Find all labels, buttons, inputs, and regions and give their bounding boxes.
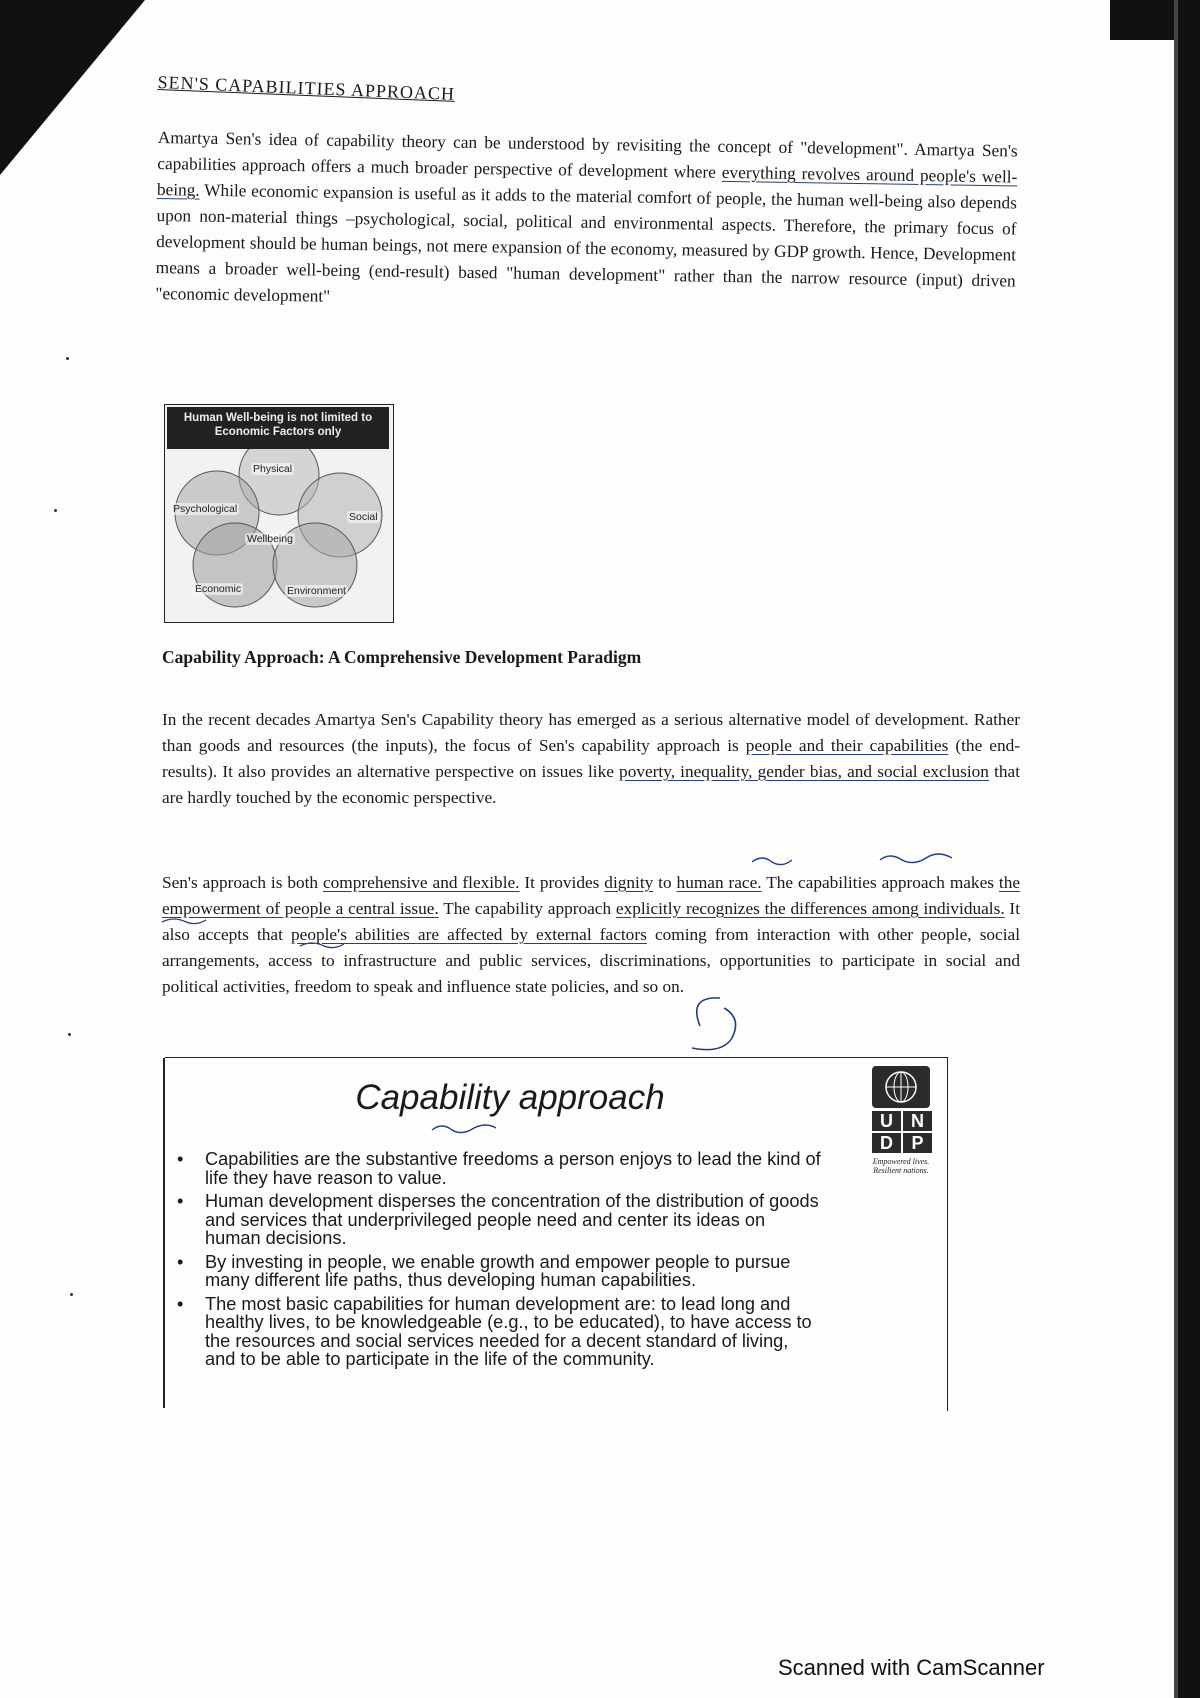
underlined-phrase: the empowerment of people a central issue. bbox=[162, 873, 1021, 918]
undp-logo bbox=[869, 1066, 933, 1175]
capability-bullet-list bbox=[173, 1150, 823, 1374]
label-social: Social bbox=[349, 511, 378, 523]
paragraph-approach-text: Sen's approach is both bbox=[162, 873, 323, 892]
paragraph-approach-text: It also accepts that bbox=[162, 899, 1020, 944]
label-wellbeing: Wellbeing bbox=[247, 533, 293, 545]
undp-tagline: Empowered lives. Resilient nations. bbox=[872, 1157, 930, 1175]
underlined-phrase: comprehensive and flexible. bbox=[323, 873, 520, 892]
underlined-phrase: dignity bbox=[604, 873, 654, 892]
bullet-text: Human development disperses the concentration of the distribution of goods and services that underprivileged people need and center its ideas on human decisions. bbox=[205, 1191, 819, 1248]
paragraph-approach-text: coming from interaction with other people, social arrangements, access to infrastructure and public services, discriminations, opportunities to participate in social and political activities, freedom to speak and influence state policies, and so on. bbox=[162, 925, 1020, 996]
underlined-phrase: everything revolves around people's well-being. bbox=[156, 162, 1018, 200]
label-environment: Environment bbox=[287, 585, 346, 597]
bullet-dot: • bbox=[177, 1149, 184, 1169]
paragraph-capability-text-b: (the end-results). It also provides an alternative perspective on issues like bbox=[162, 736, 1021, 781]
underlined-phrase: explicitly recognizes the differences among individuals. bbox=[615, 899, 1005, 918]
un-emblem-icon bbox=[872, 1066, 930, 1108]
paragraph-capability-text-c: that are hardly touched by the economic perspective. bbox=[162, 762, 1021, 807]
list-item bbox=[173, 1253, 823, 1290]
underlined-phrase: poverty, inequality, gender bias, and social exclusion bbox=[619, 762, 989, 781]
bullet-text: The most basic capabilities for human development are: to lead long and healthy lives, to be knowledgeable (e.g., to be educated), to have access to the resources and social services needed for a decent standard of living, and to be able to participate in the life of the community. bbox=[205, 1293, 812, 1369]
label-physical: Physical bbox=[253, 463, 293, 475]
underlined-phrase: human race. bbox=[676, 873, 762, 892]
underlined-phrase: people's abilities are affected by external factors bbox=[291, 925, 647, 944]
bullet-dot: • bbox=[177, 1251, 184, 1272]
bullet-dot: • bbox=[177, 1293, 184, 1314]
scan-speck bbox=[66, 357, 69, 360]
list-item bbox=[173, 1150, 823, 1187]
camscanner-watermark: Scanned with CamScanner bbox=[778, 1655, 1045, 1680]
paragraph-intro-text-a: Amartya Sen's idea of capability theory can be understood by revisiting the concept of "development". Amartya Sen's capabilities approach offers a much broader perspective of development where bbox=[157, 127, 1018, 182]
paragraph-intro-text-b: While economic expansion is useful as it adds to the material comfort of people, the human well-being also depends upon non-material things –psychological, social, political and environmental aspects. Therefore, the primary focus of development should be human beings, not mere expansion of the economy, measured by GDP growth. Hence, Development means a broader well-being (end-result) based "human development" rather than the narrow resource (input) driven "economic development" bbox=[155, 180, 1018, 306]
undp-letter: P bbox=[903, 1133, 932, 1153]
undp-letter: U bbox=[872, 1111, 901, 1131]
section-subheading: Capability Approach: A Comprehensive Development Paradigm bbox=[162, 647, 642, 667]
globe-icon bbox=[882, 1069, 920, 1105]
list-item bbox=[173, 1295, 823, 1369]
underlined-phrase: people and their capabilities bbox=[745, 736, 949, 755]
paragraph-approach-text: It provides bbox=[519, 873, 605, 892]
paragraph-approach-text: to bbox=[653, 873, 677, 892]
undp-letter-grid bbox=[872, 1111, 933, 1153]
undp-capability-box bbox=[165, 1057, 948, 1411]
bullet-text: By investing in people, we enable growth and empower people to pursue many different life paths, thus developing human capabilities. bbox=[205, 1251, 791, 1290]
undp-letter: N bbox=[903, 1111, 932, 1131]
box-title: Capability approach bbox=[355, 1078, 665, 1117]
bullet-dot: • bbox=[177, 1191, 184, 1211]
page-title: SEN'S CAPABILITIES APPROACH bbox=[157, 72, 456, 104]
scan-speck bbox=[68, 1033, 71, 1036]
list-item bbox=[173, 1192, 823, 1248]
paragraph-approach-text: The capabilities approach makes bbox=[761, 873, 999, 892]
scan-speck bbox=[54, 509, 57, 512]
undp-letter: D bbox=[872, 1133, 901, 1153]
scan-speck bbox=[70, 1293, 73, 1296]
paragraph-capability-text-a: In the recent decades Amartya Sen's Capability theory has emerged as a serious alternative model of development. Rather than goods and resources (the inputs), the focus of Sen's capability approach is bbox=[162, 710, 1020, 755]
label-economic: Economic bbox=[195, 583, 242, 595]
paragraph-approach-text: The capability approach bbox=[438, 899, 616, 918]
box-left-border bbox=[163, 1058, 165, 1408]
diagram-header: Human Well-being is not limited to Economic Factors only bbox=[167, 407, 389, 449]
label-psychological: Psychological bbox=[173, 503, 238, 515]
bullet-text: Capabilities are the substantive freedoms a person enjoys to lead the kind of life they have reason to value. bbox=[205, 1149, 821, 1188]
